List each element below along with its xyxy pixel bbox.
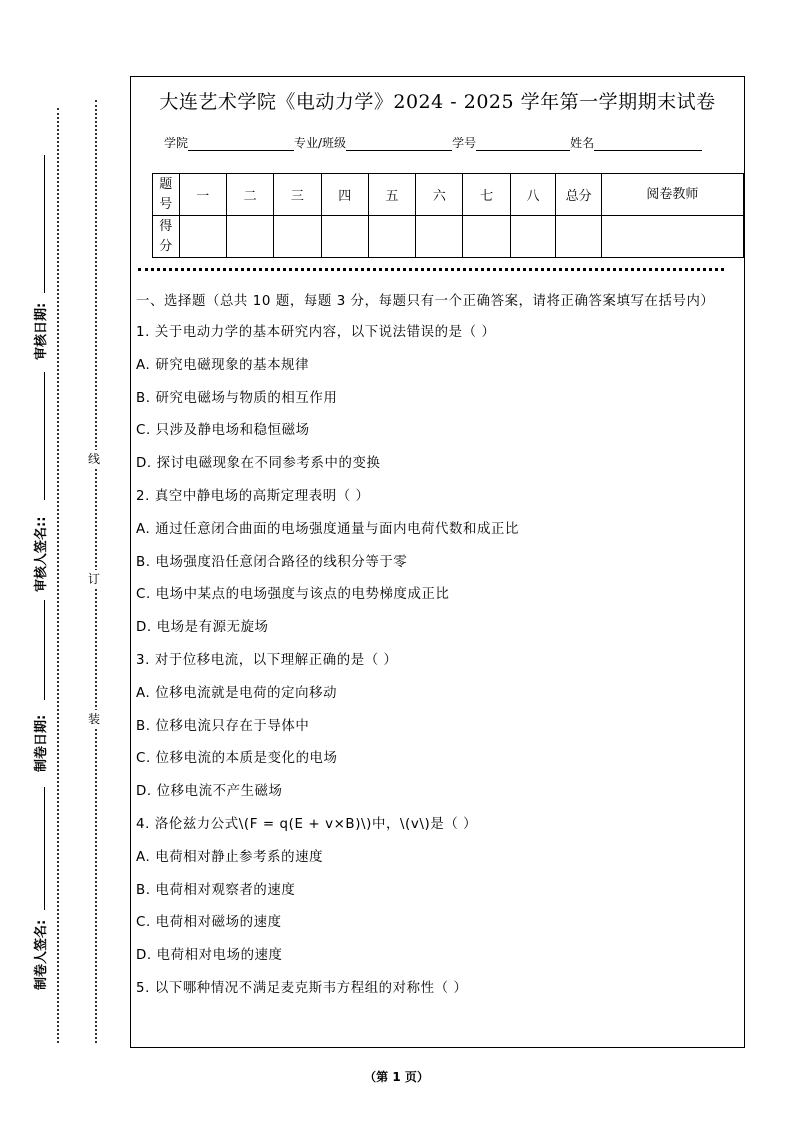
option-line: B. 研究电磁场与物质的相互作用 xyxy=(136,390,338,406)
score-col-4: 四 xyxy=(321,174,368,216)
option-line: B. 电荷相对观察者的速度 xyxy=(136,882,296,898)
option-line: A. 研究电磁现象的基本规律 xyxy=(136,357,310,373)
section-multiple-choice xyxy=(136,291,741,1012)
score-col-grader: 阅卷教师 xyxy=(601,174,743,216)
option-line: B. 电场强度沿任意闭合路径的线积分等于零 xyxy=(136,554,408,570)
score-col-8: 八 xyxy=(510,174,556,216)
score-cell[interactable] xyxy=(510,216,556,258)
bind-mark-line: 线 xyxy=(88,452,101,466)
option-line: D. 电荷相对电场的速度 xyxy=(136,948,283,964)
option-line: D. 位移电流不产生磁场 xyxy=(136,784,283,800)
option-line: C. 电荷相对磁场的速度 xyxy=(136,915,282,931)
maker-date-label: 制卷日期: xyxy=(34,714,49,772)
question-line: 3. 对于位移电流，以下理解正确的是（ ） xyxy=(136,652,398,668)
maker-date-line[interactable] xyxy=(44,600,45,700)
score-table-row2-head: 得分 xyxy=(153,216,180,258)
reviewer-date-line[interactable] xyxy=(44,155,45,293)
margin-dotted-line-left xyxy=(57,108,59,1043)
exam-title: 大连艺术学院《电动力学》2024 - 2025 学年第一学期期末试卷 xyxy=(159,91,716,113)
option-line: C. 只涉及静电场和稳恒磁场 xyxy=(136,423,310,439)
score-cell[interactable] xyxy=(274,216,321,258)
page-number: （第 1 页） xyxy=(364,1070,429,1084)
exam-frame xyxy=(130,76,745,1048)
score-table-header-row xyxy=(153,174,744,216)
score-col-3: 三 xyxy=(274,174,321,216)
bind-mark-bind: 装 xyxy=(88,712,101,726)
reviewer-date-label: 审核日期: xyxy=(34,302,49,360)
score-col-6: 六 xyxy=(416,174,463,216)
score-table-score-row xyxy=(153,216,744,258)
maker-sign-label: 制卷人签名: xyxy=(34,919,49,990)
score-col-total: 总分 xyxy=(556,174,602,216)
score-cell[interactable] xyxy=(179,216,226,258)
score-cell[interactable] xyxy=(368,216,415,258)
major-class-field[interactable] xyxy=(346,138,452,151)
score-cell[interactable] xyxy=(463,216,510,258)
dotted-separator xyxy=(138,268,724,271)
score-cell[interactable] xyxy=(321,216,368,258)
score-table-row1-head: 题号 xyxy=(153,174,180,216)
student-no-label: 学号 xyxy=(452,136,477,150)
student-no-field[interactable] xyxy=(476,138,570,151)
section-heading: 一、选择题（总共 10 题，每题 3 分，每题只有一个正确答案，请将正确答案填写在括号内） xyxy=(136,294,715,309)
score-col-2: 二 xyxy=(226,174,273,216)
score-cell-total[interactable] xyxy=(556,216,602,258)
option-line: B. 位移电流只存在于导体中 xyxy=(136,718,310,734)
score-col-1: 一 xyxy=(179,174,226,216)
reviewer-sign-label: 审核人签名:: xyxy=(34,516,49,592)
option-line: D. 探讨电磁现象在不同参考系中的变换 xyxy=(136,456,381,472)
question-line: 4. 洛伦兹力公式\(F = q(E + v×B)\)中，\(v\)是（ ） xyxy=(136,816,478,832)
option-line: A. 位移电流就是电荷的定向移动 xyxy=(136,685,338,701)
major-class-label: 专业/班级 xyxy=(294,136,347,150)
name-field[interactable] xyxy=(594,138,702,151)
option-line: C. 电场中某点的电场强度与该点的电势梯度成正比 xyxy=(136,587,450,603)
option-line: A. 通过任意闭合曲面的电场强度通量与面内电荷代数和成正比 xyxy=(136,521,519,537)
score-table xyxy=(152,173,744,258)
option-line: C. 位移电流的本质是变化的电场 xyxy=(136,751,338,767)
score-col-5: 五 xyxy=(368,174,415,216)
score-cell-grader[interactable] xyxy=(601,216,743,258)
score-col-7: 七 xyxy=(463,174,510,216)
college-label: 学院 xyxy=(164,136,189,150)
option-line: A. 电荷相对静止参考系的速度 xyxy=(136,849,324,865)
name-label: 姓名 xyxy=(570,136,595,150)
question-line: 5. 以下哪种情况不满足麦克斯韦方程组的对称性（ ） xyxy=(136,980,468,996)
score-cell[interactable] xyxy=(416,216,463,258)
option-line: D. 电场是有源无旋场 xyxy=(136,620,269,636)
score-cell[interactable] xyxy=(226,216,273,258)
maker-sign-line[interactable] xyxy=(44,787,45,910)
student-info-row xyxy=(164,134,702,151)
question-line: 2. 真空中静电场的高斯定理表明（ ） xyxy=(136,488,370,504)
reviewer-sign-line[interactable] xyxy=(44,372,45,500)
bind-mark-staple: 订 xyxy=(88,572,101,586)
college-field[interactable] xyxy=(188,138,294,151)
question-line: 1. 关于电动力学的基本研究内容，以下说法错误的是（ ） xyxy=(136,325,496,340)
